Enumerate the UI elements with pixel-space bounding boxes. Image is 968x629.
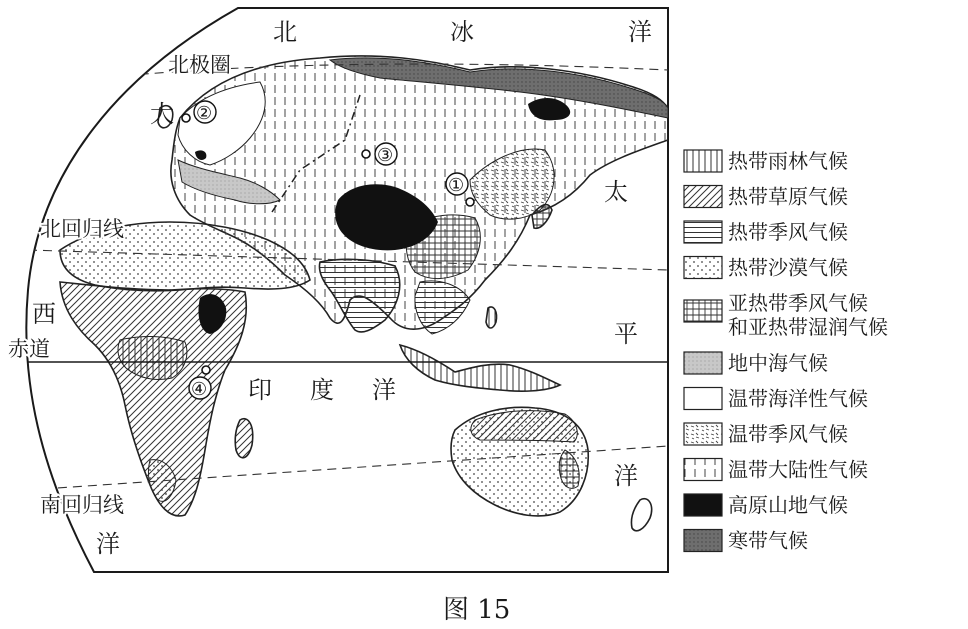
legend-swatch — [684, 300, 722, 322]
point-3-marker — [362, 150, 370, 158]
legend-item — [684, 458, 868, 482]
legend-swatch — [684, 257, 722, 279]
legend-swatch — [684, 530, 722, 552]
legend-label-line2: 和亚热带湿润气候 — [728, 315, 888, 339]
legend-label: 热带草原气候 — [728, 184, 848, 209]
point-4-marker — [202, 366, 210, 374]
legend-swatch — [684, 459, 722, 481]
legend-item — [684, 422, 848, 446]
legend-item — [684, 387, 868, 411]
legend-label: 温带季风气候 — [728, 422, 848, 446]
label-atlantic-2: 西 — [32, 300, 56, 328]
label-tropic-capricorn: 南回归线 — [40, 493, 124, 517]
legend-swatch — [684, 186, 722, 208]
legend-item — [684, 291, 888, 339]
label-arctic-1: 北 — [273, 18, 297, 46]
legend-swatch — [684, 221, 722, 243]
legend-label: 热带沙漠气候 — [728, 255, 848, 280]
label-pacific-1: 太 — [604, 178, 628, 206]
landmass-madagascar — [235, 419, 252, 458]
legend-item — [684, 529, 808, 553]
legend-item — [684, 256, 848, 280]
legend-swatch — [684, 352, 722, 374]
label-equator: 赤道 — [8, 337, 50, 361]
legend-swatch — [684, 423, 722, 445]
legend-label: 地中海气候 — [728, 351, 828, 375]
legend-label: 寒带气候 — [728, 528, 808, 553]
label-indian-3: 洋 — [372, 376, 396, 404]
figure-caption: 图 15 — [443, 595, 511, 625]
point-2-label: ② — [196, 103, 213, 124]
legend-item — [684, 493, 848, 517]
point-1-label: ① — [448, 175, 465, 196]
label-atlantic-1: 大 — [150, 100, 174, 128]
point-1-marker — [466, 198, 474, 206]
legend-swatch — [684, 388, 722, 410]
landmass-philippines — [486, 307, 497, 328]
legend-swatch — [684, 150, 722, 172]
legend-label: 高原山地气候 — [728, 493, 848, 517]
label-pacific-3: 洋 — [614, 462, 638, 490]
legend-item — [684, 220, 848, 244]
label-atlantic-3: 洋 — [96, 530, 120, 558]
legend-label: 温带海洋性气候 — [728, 386, 868, 411]
label-indian-1: 印 — [248, 376, 272, 404]
label-arctic-circle: 北极圈 — [168, 53, 231, 77]
label-indian-2: 度 — [310, 376, 334, 404]
legend-swatch — [684, 494, 722, 516]
point-4-label: ④ — [191, 379, 208, 400]
label-arctic-3: 洋 — [628, 18, 652, 46]
point-3-label: ③ — [377, 145, 394, 166]
legend — [684, 149, 888, 553]
point-2-marker — [182, 114, 190, 122]
legend-item — [684, 351, 828, 375]
label-pacific-2: 平 — [614, 320, 638, 348]
label-arctic-2: 冰 — [450, 18, 474, 46]
legend-label: 热带季风气候 — [728, 220, 848, 244]
legend-label: 温带大陆性气候 — [728, 457, 868, 482]
legend-label: 热带雨林气候 — [728, 149, 848, 173]
legend-label: 亚热带季风气候 — [728, 291, 868, 315]
legend-item — [684, 185, 848, 209]
legend-item — [684, 149, 848, 173]
label-tropic-cancer: 北回归线 — [40, 217, 124, 241]
